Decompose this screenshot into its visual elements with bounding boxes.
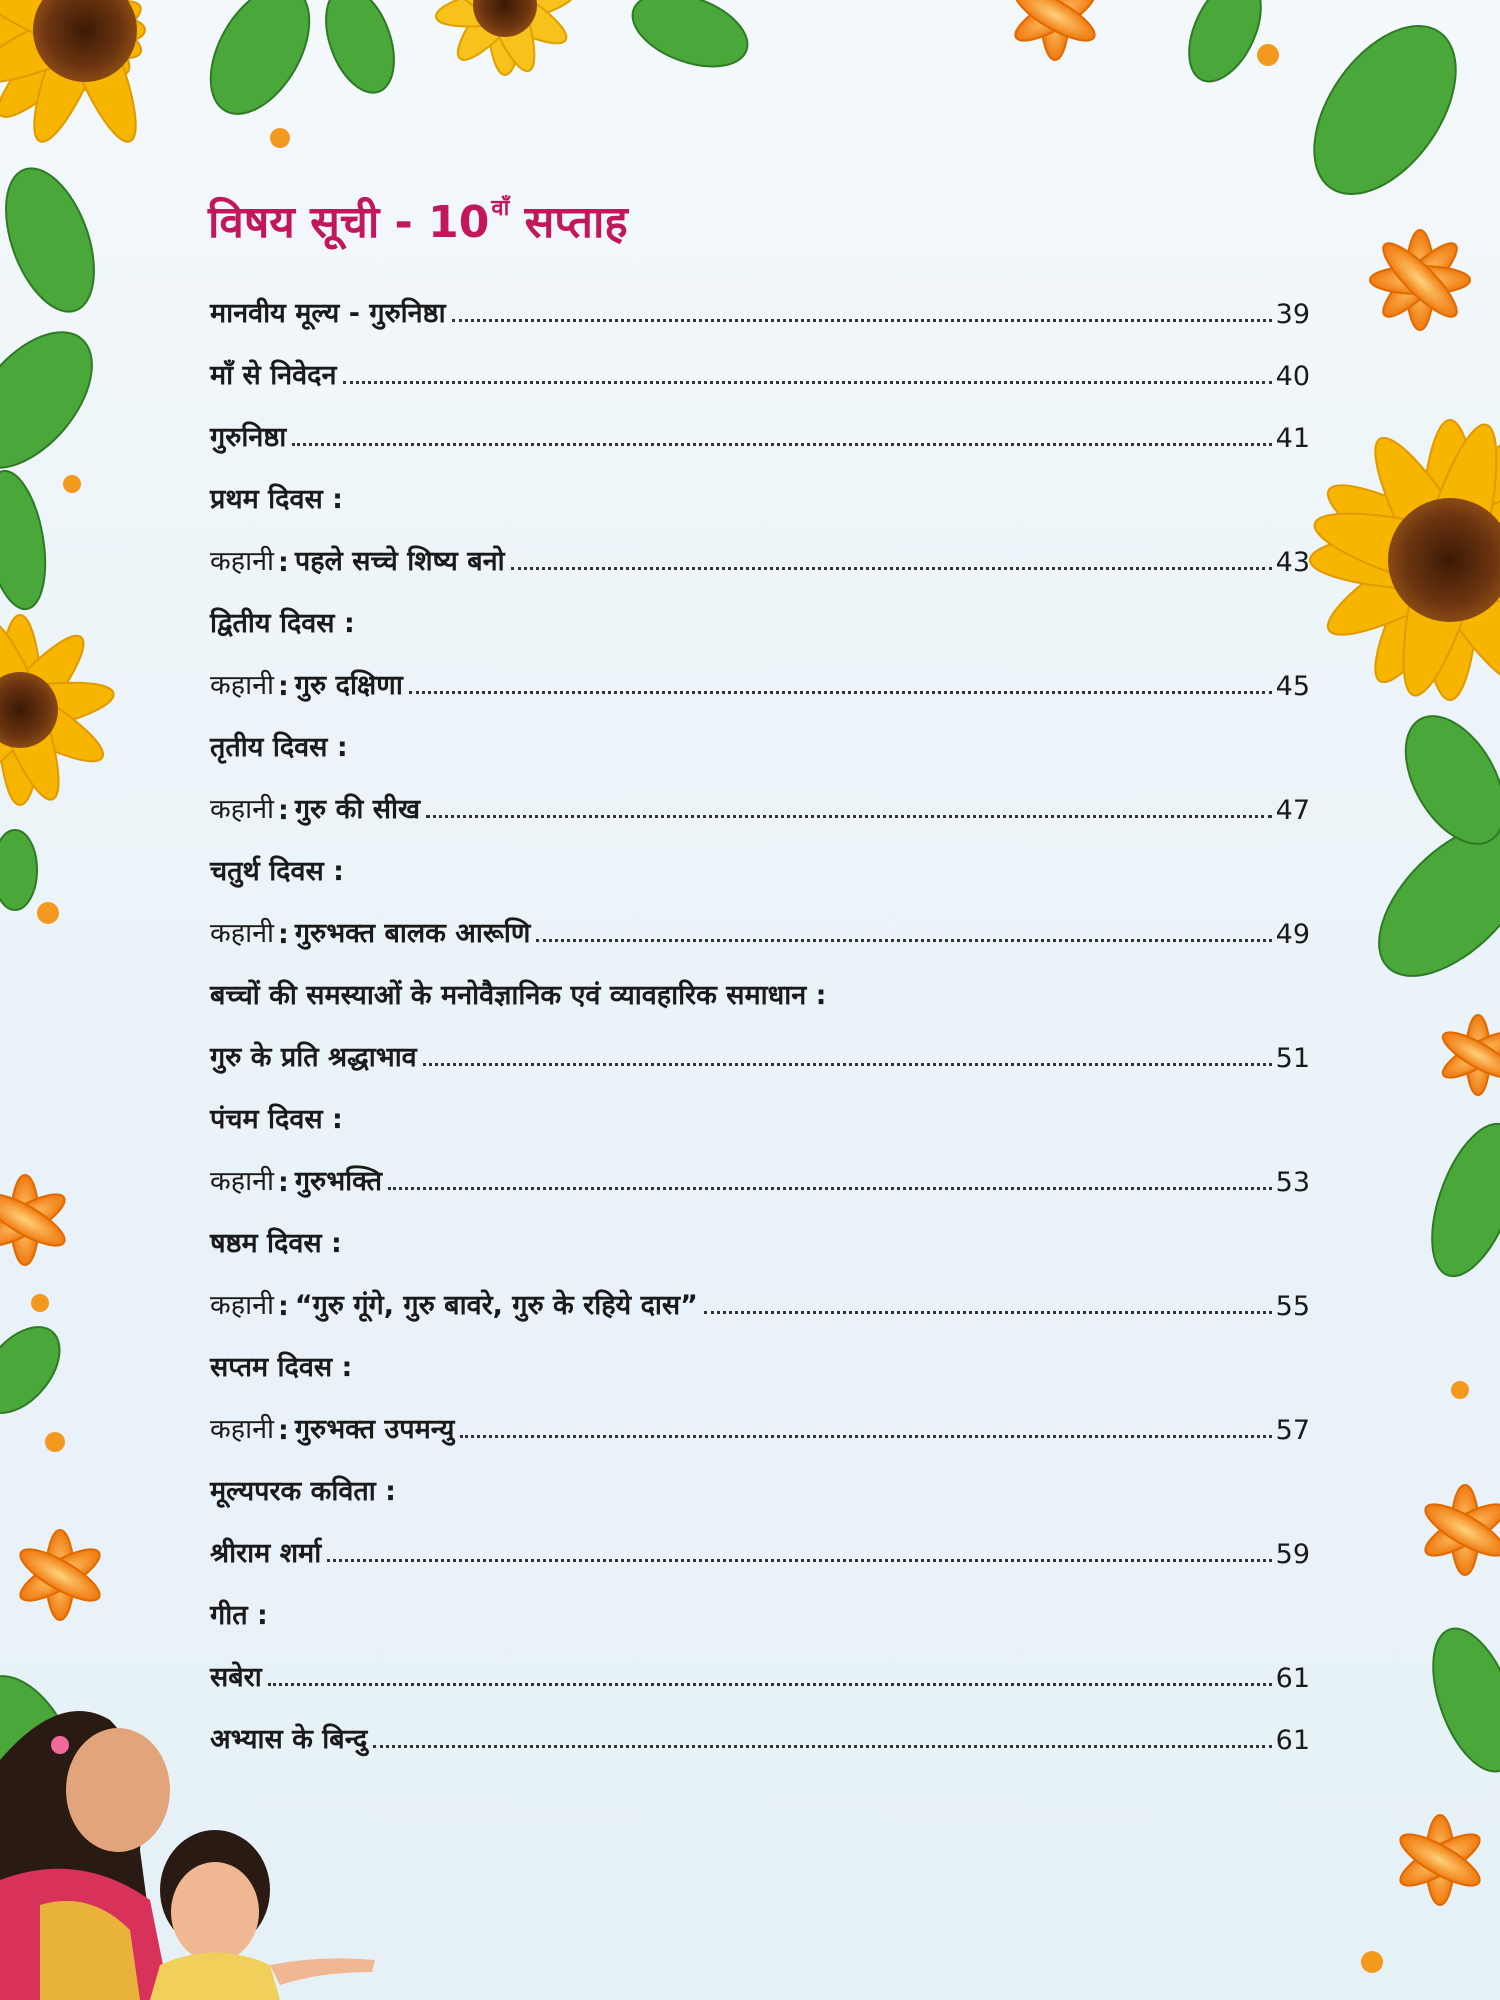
toc-entry[interactable] [210, 1012, 1310, 1074]
story-prefix: कहानी [210, 1290, 275, 1321]
entry-title: गुरु दक्षिणा [294, 670, 403, 701]
toc-entry[interactable] [210, 1260, 1310, 1322]
dot-leader [452, 318, 1272, 322]
separator: : [278, 1291, 289, 1322]
toc-section-heading [210, 702, 1310, 764]
separator: : [278, 919, 289, 950]
heading-label: चतुर्थ दिवस : [210, 856, 344, 887]
page-number: 45 [1275, 671, 1310, 702]
dot-leader [460, 1434, 1271, 1438]
toc-list [210, 268, 1310, 1756]
heading-label: मूल्यपरक कविता : [210, 1476, 396, 1507]
heading-label: प्रथम दिवस : [210, 484, 343, 515]
toc-section-heading [210, 1074, 1310, 1136]
heading-label: तृतीय दिवस : [210, 732, 348, 763]
page-number: 61 [1275, 1725, 1310, 1756]
entry-title: गुरुभक्त उपमन्यु [294, 1414, 455, 1445]
page-number: 53 [1275, 1167, 1310, 1198]
page-number: 57 [1275, 1415, 1310, 1446]
heading-label: सप्तम दिवस : [210, 1352, 353, 1383]
dot-leader [704, 1310, 1272, 1314]
toc-entry[interactable] [210, 1508, 1310, 1570]
separator: : [278, 1415, 289, 1446]
page-number: 41 [1275, 423, 1310, 454]
page-number: 40 [1275, 361, 1310, 392]
toc-entry[interactable] [210, 1694, 1310, 1756]
separator: : [278, 547, 289, 578]
entry-title: माँ से निवेदन [210, 360, 337, 391]
story-prefix: कहानी [210, 1166, 275, 1197]
page-number: 61 [1275, 1663, 1310, 1694]
toc-section-heading [210, 1570, 1310, 1632]
toc-section-heading [210, 454, 1310, 516]
heading-label: पंचम दिवस : [210, 1104, 343, 1135]
separator: : [278, 671, 289, 702]
toc-title-sup: वाँ [491, 196, 510, 221]
toc-entry[interactable] [210, 640, 1310, 702]
page-number: 51 [1275, 1043, 1310, 1074]
dot-leader [327, 1558, 1271, 1562]
page-number: 49 [1275, 919, 1310, 950]
story-prefix: कहानी [210, 794, 275, 825]
separator: : [278, 795, 289, 826]
toc-entry[interactable] [210, 516, 1310, 578]
toc-entry[interactable] [210, 330, 1310, 392]
heading-label: गीत : [210, 1600, 268, 1631]
dot-leader [511, 566, 1272, 570]
entry-title: श्रीराम शर्मा [210, 1538, 322, 1569]
toc-entry[interactable] [210, 268, 1310, 330]
entry-title: गुरु की सीख [294, 794, 421, 825]
dot-leader [388, 1186, 1272, 1190]
entry-title: गुरुनिष्ठा [210, 422, 287, 453]
story-prefix: कहानी [210, 1414, 275, 1445]
heading-label: द्वितीय दिवस : [210, 608, 355, 639]
toc-section-heading [210, 578, 1310, 640]
sunflower-top-left [0, 0, 150, 150]
heading-label: बच्चों की समस्याओं के मनोवैज्ञानिक एवं व्यावहारिक समाधान : [210, 980, 827, 1011]
toc-title-main: विषय सूची - 10 [208, 197, 490, 248]
toc-section-heading [210, 1446, 1310, 1508]
dot-leader [423, 1062, 1272, 1066]
toc-entry[interactable] [210, 1632, 1310, 1694]
story-prefix: कहानी [210, 918, 275, 949]
entry-title: सबेरा [210, 1662, 262, 1693]
page-number: 55 [1275, 1291, 1310, 1322]
toc-section-heading [210, 1322, 1310, 1384]
toc-section-heading [210, 1198, 1310, 1260]
dot-leader [373, 1744, 1271, 1748]
page-number: 43 [1275, 547, 1310, 578]
toc-title [208, 190, 628, 250]
dot-leader [292, 442, 1271, 446]
heading-label: षष्ठम दिवस : [210, 1228, 342, 1259]
dot-leader [343, 380, 1272, 384]
separator: : [278, 1167, 289, 1198]
page-number: 47 [1275, 795, 1310, 826]
story-prefix: कहानी [210, 670, 275, 701]
entry-title: मानवीय मूल्य - गुरुनिष्ठा [210, 298, 446, 329]
sunflower-right [1307, 417, 1500, 703]
toc-entry[interactable] [210, 1136, 1310, 1198]
toc-entry[interactable] [210, 392, 1310, 454]
entry-title: गुरु के प्रति श्रद्धाभाव [210, 1042, 417, 1073]
toc-title-rest: सप्ताह [509, 197, 628, 248]
story-prefix: कहानी [210, 546, 275, 577]
entry-title: अभ्यास के बिन्दु [210, 1724, 368, 1755]
page-number: 39 [1275, 299, 1310, 330]
toc-entry[interactable] [210, 888, 1310, 950]
entry-title: “गुरु गूंगे, गुरु बावरे, गुरु के रहिये दास” [294, 1290, 698, 1321]
entry-title: गुरुभक्ति [294, 1166, 383, 1197]
toc-section-heading [210, 826, 1310, 888]
sunflower-left-mid [0, 613, 117, 807]
entry-title: गुरुभक्त बालक आरूणि [294, 918, 531, 949]
dot-leader [268, 1682, 1272, 1686]
dot-leader [536, 938, 1271, 942]
toc-entry[interactable] [210, 764, 1310, 826]
dot-leader [426, 814, 1272, 818]
toc-entry[interactable] [210, 1384, 1310, 1446]
dot-leader [409, 690, 1272, 694]
page-number: 59 [1275, 1539, 1310, 1570]
sunflower-top-center [433, 0, 577, 77]
toc-section-heading [210, 950, 1310, 1012]
entry-title: पहले सच्चे शिष्य बनो [294, 546, 505, 577]
